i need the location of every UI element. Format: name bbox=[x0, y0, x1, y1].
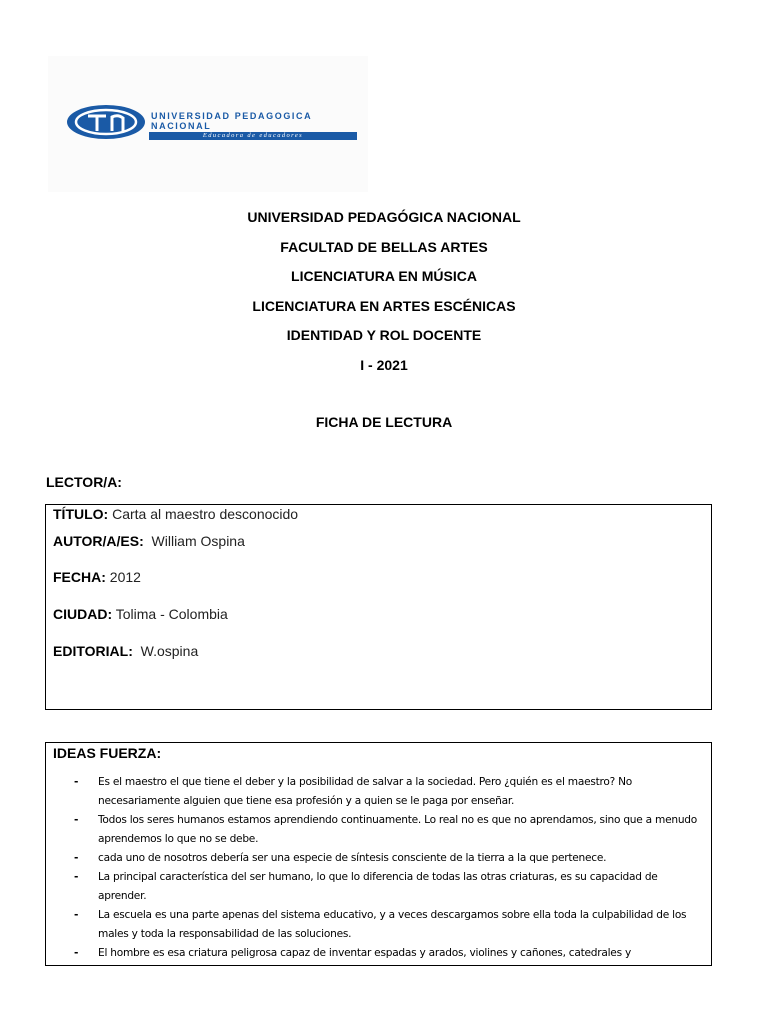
ficha-title: FICHA DE LECTURA bbox=[315, 414, 453, 430]
dash-bullet: - bbox=[74, 947, 79, 959]
logo-name bbox=[151, 111, 312, 131]
list-item bbox=[74, 849, 704, 868]
fecha-value: 2012 bbox=[109, 569, 141, 585]
university-emblem-icon bbox=[66, 104, 146, 140]
ciudad-row bbox=[53, 606, 228, 622]
idea-text: La principal característica del ser humano, lo que lo diferencia de todas las otras criaturas, es su capacidad de aprender. bbox=[98, 871, 658, 902]
logo-name-line2: NACIONAL bbox=[151, 121, 212, 131]
logo-tagline: Educadora de educadores bbox=[149, 132, 357, 140]
list-item bbox=[74, 773, 704, 811]
header-university: UNIVERSIDAD PEDAGÓGICA NACIONAL bbox=[247, 209, 521, 225]
bibliographic-info-box bbox=[45, 504, 712, 710]
ciudad-label: CIUDAD: bbox=[53, 606, 113, 622]
autor-row bbox=[53, 533, 245, 549]
idea-text: Todos los seres humanos estamos aprendiendo continuamente. Lo real no es que no aprendamos, sino que a menudo aprendemos lo que no se debe. bbox=[98, 814, 697, 845]
autor-value: William Ospina bbox=[151, 533, 245, 549]
list-item bbox=[74, 944, 704, 963]
autor-label: AUTOR/A/ES: bbox=[53, 533, 144, 549]
dash-bullet: - bbox=[74, 909, 79, 921]
lector-label: LECTOR/A: bbox=[46, 474, 122, 490]
titulo-value: Carta al maestro desconocido bbox=[112, 506, 299, 522]
dash-bullet: - bbox=[74, 776, 79, 788]
editorial-row bbox=[53, 643, 198, 659]
list-item bbox=[74, 868, 704, 906]
header-course: IDENTIDAD Y ROL DOCENTE bbox=[286, 327, 482, 344]
idea-text: El hombre es esa criatura peligrosa capaz de inventar espadas y arados, violines y cañones, catedrales y bbox=[98, 947, 631, 959]
dash-bullet: - bbox=[74, 852, 79, 864]
idea-text: Es el maestro el que tiene el deber y la posibilidad de salvar a la sociedad. Pero ¿quién es el maestro? No necesariamente alguien que tiene esa profesión y a quien se le paga por enseñar. bbox=[98, 776, 633, 807]
header-program-music: LICENCIATURA EN MÚSICA bbox=[291, 268, 477, 285]
document-header bbox=[0, 206, 768, 384]
header-program-arts: LICENCIATURA EN ARTES ESCÉNICAS bbox=[252, 297, 516, 314]
list-item bbox=[74, 811, 704, 849]
fecha-label: FECHA: bbox=[53, 569, 106, 585]
ideas-list bbox=[74, 773, 704, 963]
dash-bullet: - bbox=[74, 871, 79, 883]
list-item bbox=[74, 906, 704, 944]
fecha-row bbox=[53, 569, 141, 585]
header-faculty: FACULTAD DE BELLAS ARTES bbox=[280, 238, 488, 255]
logo-name-line1: UNIVERSIDAD PEDAGOGICA bbox=[151, 111, 313, 121]
ideas-fuerza-box bbox=[45, 742, 712, 966]
header-period: I - 2021 bbox=[360, 356, 408, 373]
idea-text: La escuela es una parte apenas del sistema educativo, y a veces descargamos sobre ella toda la culpabilidad de los males y toda la responsabilidad de las soluciones. bbox=[98, 909, 687, 940]
ideas-title: IDEAS FUERZA: bbox=[53, 745, 162, 761]
university-logo bbox=[48, 56, 368, 192]
editorial-label: EDITORIAL: bbox=[53, 643, 133, 659]
dash-bullet: - bbox=[74, 814, 79, 826]
titulo-row bbox=[53, 506, 298, 522]
titulo-label: TÍTULO: bbox=[53, 506, 109, 522]
idea-text: cada uno de nosotros debería ser una especie de síntesis consciente de la tierra a la que pertenece. bbox=[98, 852, 607, 864]
editorial-value: W.ospina bbox=[140, 643, 199, 659]
ciudad-value: Tolima - Colombia bbox=[115, 606, 228, 622]
